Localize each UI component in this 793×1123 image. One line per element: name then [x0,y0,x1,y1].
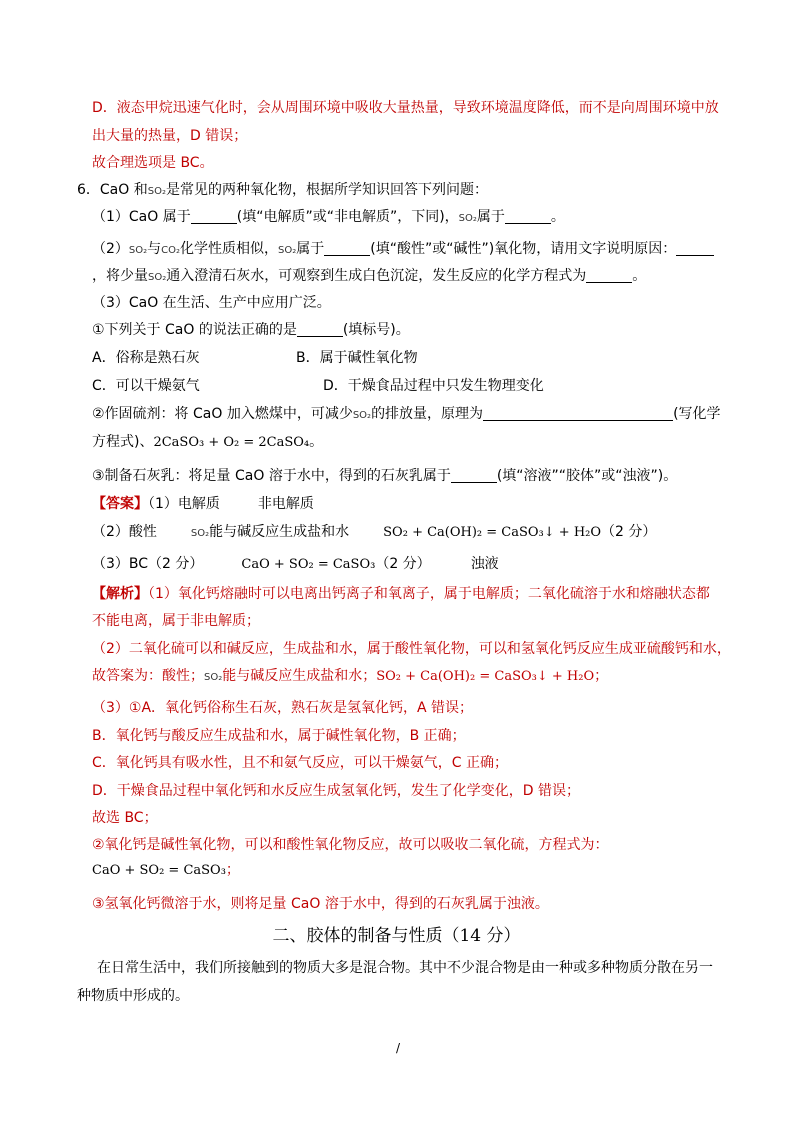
so2-formula: SO₂ [128,245,148,256]
q6-part1 [92,207,565,229]
q6-stem-b: 是常见的两种氧化物，根据所学知识回答下列问题： [165,182,488,198]
so2-formula: SO₂ [190,528,210,539]
analysis-4end: ； [594,668,609,684]
answer-blank[interactable] [505,209,551,224]
analysis-1: （1）氧化钙熔融时可以电离出钙离子和氧离子，属于电解质；二氧化硫溶于水和熔融状态都 [148,586,710,602]
q6-part3: （3）CaO 在生活、生产中应用广泛。 [92,295,331,311]
page-number: / [396,1041,401,1055]
q6-part3-1 [92,320,410,340]
section-paragraph-1: 在日常生活中，我们所接触到的物质大多是混合物。其中不少混合物是由一种或多种物质分散在另一 [97,960,713,976]
answer-blank[interactable] [191,209,237,224]
q6-p3-2b: 的排放量，原理为 [371,406,484,422]
q6-part3-2-cont [92,432,323,453]
section-title: 二、胶体的制备与性质（14 分） [272,926,521,946]
co2-formula: CO₂ [161,245,181,256]
so2-formula: SO₂ [204,672,223,683]
q6-p2-end: 。 [632,268,647,284]
q6-p3-2d: 方程式)、 [92,434,154,450]
analysis-line-d: D．液态甲烷迅速气化时，会从周围环境中吸收大量热量，导致环境温度降低，而不是向周围环境中放 [92,100,719,116]
section-paragraph-2: 种物质中形成的。 [77,988,189,1004]
answer-3: （3）BC（2 分） [92,556,204,572]
q6-p2-b: 与 [147,241,162,257]
q6-p3-3b: (填“溶液”“胶体”或“浊液”)。 [496,468,678,484]
analysis-4b: 能与碱反应生成盐和水； [222,668,377,684]
answer-1b: 非电解质 [257,496,314,512]
q6-p1-a: （1）CaO 属于 [92,209,191,225]
q6-p3-2a: ②作固硫剂：将 CaO 加入燃煤中，可减少 [92,406,353,422]
analysis-line-10: ②氧化钙是碱性氧化物，可以和酸性氧化物反应，故可以吸收二氧化硫，方程式为： [92,837,609,853]
q6-part3-3 [92,466,677,486]
answer-line-1 [92,494,314,514]
analysis-line-7: C．氧化钙具有吸水性，且不和氨气反应，可以干燥氨气，C 正确； [92,755,508,771]
analysis-line-4 [92,666,608,688]
so2-formula: SO₂ [352,410,372,421]
q6-p3-1a: ①下列关于 CaO 的说法正确的是 [92,322,297,338]
analysis-line-1 [92,584,710,604]
answer-2: （2）酸性 [92,524,157,540]
answer-blank[interactable] [676,241,714,256]
equation-caso3-precip: SO₂ + Ca(OH)₂ = CaSO₃↓ + H₂O [383,525,602,540]
analysis-line-d-cont: 出大量的热量，D 错误； [92,128,248,144]
answer-2b: 能与碱反应生成盐和水 [209,524,350,540]
answer-2-score: （2 分） [601,524,657,540]
option-c: C．可以干燥氨气 [92,378,200,394]
option-b: B．属于碱性氧化物 [296,350,418,366]
q6-stem-a: 6．CaO 和 [77,182,148,198]
option-d: D．干燥食品过程中只发生物理变化 [323,378,544,394]
option-a: A．俗称是熟石灰 [92,350,200,366]
equation-caso4: 2CaSO₃ + O₂ = 2CaSO₄ [153,435,310,450]
q6-part2-cont [92,266,646,288]
so2-formula: SO₂ [278,245,297,256]
q6-p2-e: (填“酸性”或“碱性”)氧化物，请用文字说明原因： [370,241,677,257]
analysis-line-11 [92,860,240,881]
analysis-line-12: ③氢氧化钙微溶于水，则将足量 CaO 溶于水中，得到的石灰乳属于浊液。 [92,896,549,912]
analysis-line-2: 不能电离，属于非电解质； [92,613,260,629]
q6-p2-d: 属于 [296,241,325,257]
answer-3-score: （2 分） [375,556,431,572]
answer-blank[interactable] [483,406,673,421]
analysis-line-9: 故选 BC； [92,810,158,826]
q6-p2-f: ，将少量 [92,268,148,284]
answer-blank[interactable] [586,268,632,283]
answer-blank[interactable] [451,468,497,483]
question-6-stem [77,180,488,202]
q6-p3-2c: (写化学 [673,406,721,422]
so2-formula: SO₂ [458,213,477,224]
equation-caso3: CaO + SO₂ = CaSO₃ [241,557,376,572]
answer-blank[interactable] [297,322,343,337]
q6-p2-a: （2） [92,241,129,257]
equation-analysis: SO₂ + Ca(OH)₂ = CaSO₃↓ + H₂O [376,669,595,684]
answer-1: （1）电解质 [148,496,220,512]
q6-p2-c: 化学性质相似， [180,241,279,257]
q6-p3-3a: ③制备石灰乳：将足量 CaO 溶于水中，得到的石灰乳属于 [92,468,451,484]
q6-part3-2 [92,404,721,426]
so2-formula: SO₂ [148,272,167,283]
conclusion-line: 故合理选项是 BC。 [92,155,214,171]
answer-label: 【答案】 [92,496,148,512]
q6-part2 [92,239,714,261]
analysis-4a: 故答案为：酸性； [92,668,204,684]
analysis-line-6: B．氧化钙与酸反应生成盐和水，属于碱性氧化物，B 正确； [92,728,466,744]
q6-p2-g: 通入澄清石灰水，可观察到生成白色沉淀，发生反应的化学方程式为 [166,268,587,284]
q6-p3-1b: (填标号)。 [342,322,410,338]
analysis-line-5: （3）①A．氧化钙俗称生石灰，熟石灰是氢氧化钙，A 错误； [92,700,474,716]
so2-formula: SO₂ [147,186,166,197]
analysis-11end: ； [225,862,240,878]
q6-p3-2end: 。 [309,434,324,450]
q6-p1-c: 属于 [476,209,505,225]
answer-blank[interactable] [324,241,370,256]
q6-p1-b: (填“电解质”或“非电解质”，下同)， [236,209,459,225]
answer-line-2 [92,522,656,544]
q6-p1-end: 。 [550,209,565,225]
analysis-line-8: D．干燥食品过程中氧化钙和水反应生成氢氧化钙，发生了化学变化，D 错误； [92,783,581,799]
equation-analysis-caso3: CaO + SO₂ = CaSO₃ [92,863,226,878]
answer-line-3 [92,554,499,575]
analysis-line-3: （2）二氧化硫可以和碱反应，生成盐和水，属于酸性氧化物，可以和氢氧化钙反应生成亚硫酸钙和水， [92,641,731,657]
analysis-label: 【解析】 [92,586,148,602]
answer-3c: 浊液 [470,556,499,572]
